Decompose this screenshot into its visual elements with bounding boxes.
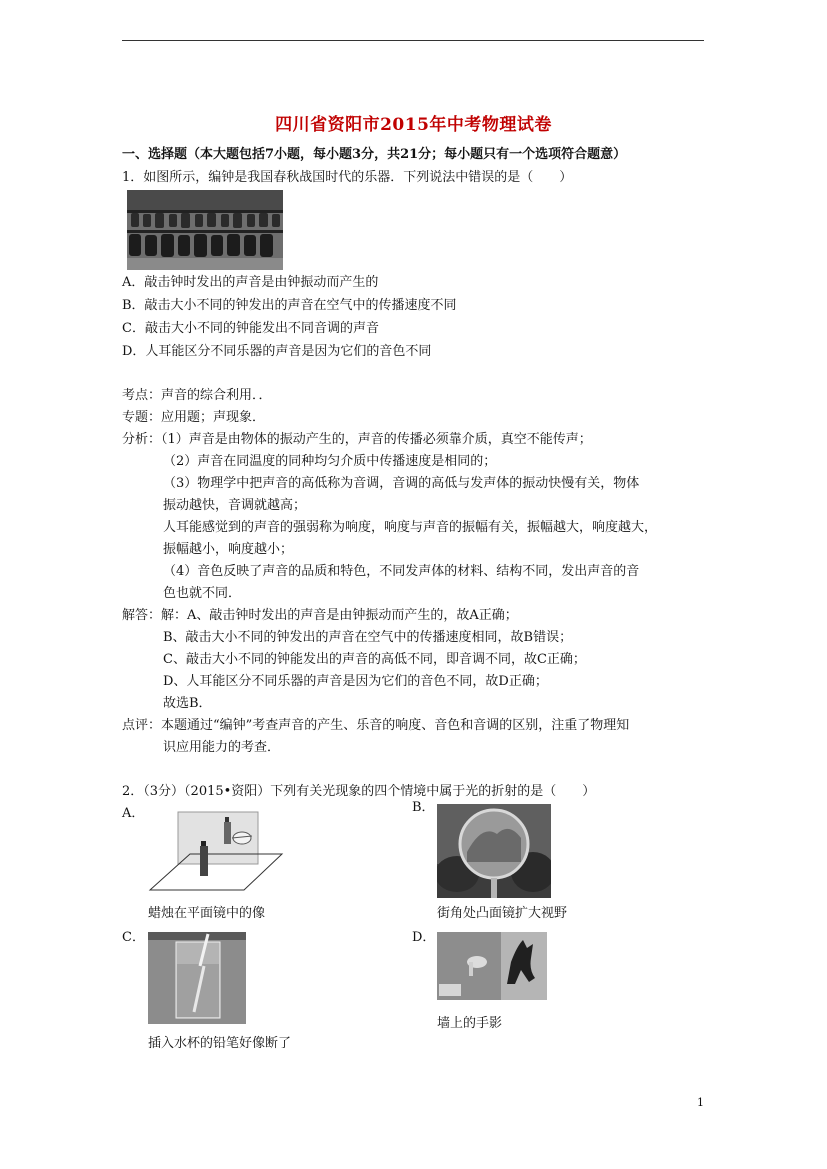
- q1-analysis-line: （2）声音在同温度的同种均匀介质中传播速度是相同的；: [163, 454, 497, 469]
- hand-shadow-figure: [437, 932, 547, 1000]
- q1-analysis-line: 振动越快，音调就越高；: [163, 498, 307, 513]
- q2-option-b-letter: B．: [412, 800, 435, 815]
- q1-answer-line: B、敲击大小不同的钟发出的声音在空气中的传播速度相同，故B错误；: [163, 630, 573, 645]
- q1-analysis-line: 分析：（1）声音是由物体的振动产生的，声音的传播必须靠介质，真空不能传声；: [122, 432, 592, 447]
- q2-option-a-caption: 蜡烛在平面镜中的像: [148, 906, 266, 921]
- q1-stem: 1．如图所示，编钟是我国春秋战国时代的乐器．下列说法中错误的是（ ）: [122, 170, 573, 185]
- q1-answer-line: 故选B．: [163, 696, 212, 711]
- q1-analysis-line: 色也就不同．: [163, 586, 242, 601]
- q1-analysis-line: 人耳能感觉到的声音的强弱称为响度，响度与声音的振幅有关，振幅越大，响度越大，: [163, 520, 658, 535]
- q1-zhuanti: 专题：应用题；声现象．: [122, 410, 266, 425]
- pencil-in-glass-photo: [148, 932, 246, 1024]
- mirror-candle-figure: [148, 804, 284, 894]
- q1-answer-line: 解答：解：A、敲击钟时发出的声音是由钟振动而产生的，故A正确；: [122, 608, 518, 623]
- q1-comment-line: 点评：本题通过“编钟”考查声音的产生、乐音的响度、音色和音调的区别，注重了物理知: [122, 718, 630, 733]
- exam-title: 四川省资阳市2015年中考物理试卷: [275, 115, 552, 135]
- q1-analysis-line: （3）物理学中把声音的高低称为音调，音调的高低与发声体的振动快慢有关，物体: [163, 476, 640, 491]
- q1-option-d: D．人耳能区分不同乐器的声音是因为它们的音色不同: [122, 344, 432, 359]
- q2-stem: 2．（3分）（2015•资阳）下列有关光现象的四个情境中属于光的折射的是（ ）: [122, 784, 596, 799]
- q1-answer-line: D、人耳能区分不同乐器的声音是因为它们的音色不同，故D正确；: [163, 674, 548, 689]
- header-rule: [122, 40, 704, 41]
- q1-comment-line: 识应用能力的考查．: [163, 740, 281, 755]
- q2-option-c-letter: C．: [122, 930, 145, 945]
- q1-option-c: C．敲击大小不同的钟能发出不同音调的声音: [122, 321, 379, 336]
- convex-mirror-photo: [437, 804, 551, 898]
- q1-kaodian: 考点：声音的综合利用．．: [122, 388, 272, 403]
- q2-option-d-caption: 墙上的手影: [437, 1016, 503, 1031]
- bianzhong-photo: [127, 190, 283, 270]
- q2-option-b-caption: 街角处凸面镜扩大视野: [437, 906, 568, 921]
- q1-analysis-line: （4）音色反映了声音的品质和特色，不同发声体的材料、结构不同，发出声音的音: [163, 564, 640, 579]
- q2-option-a-letter: A．: [122, 806, 145, 821]
- q1-option-b: B．敲击大小不同的钟发出的声音在空气中的传播速度不同: [122, 298, 457, 313]
- q2-option-d-letter: D．: [412, 930, 436, 945]
- q2-option-c-caption: 插入水杯的铅笔好像断了: [148, 1036, 292, 1051]
- q1-answer-line: C、敲击大小不同的钟能发出的声音的高低不同，即音调不同，故C正确；: [163, 652, 586, 667]
- q1-analysis-line: 振幅越小，响度越小；: [163, 542, 294, 557]
- page-number: 1: [697, 1096, 704, 1109]
- section-heading: 一、选择题（本大题包括7小题，每小题3分，共21分；每小题只有一个选项符合题意）: [122, 147, 627, 162]
- q1-option-a: A．敲击钟时发出的声音是由钟振动而产生的: [122, 275, 379, 290]
